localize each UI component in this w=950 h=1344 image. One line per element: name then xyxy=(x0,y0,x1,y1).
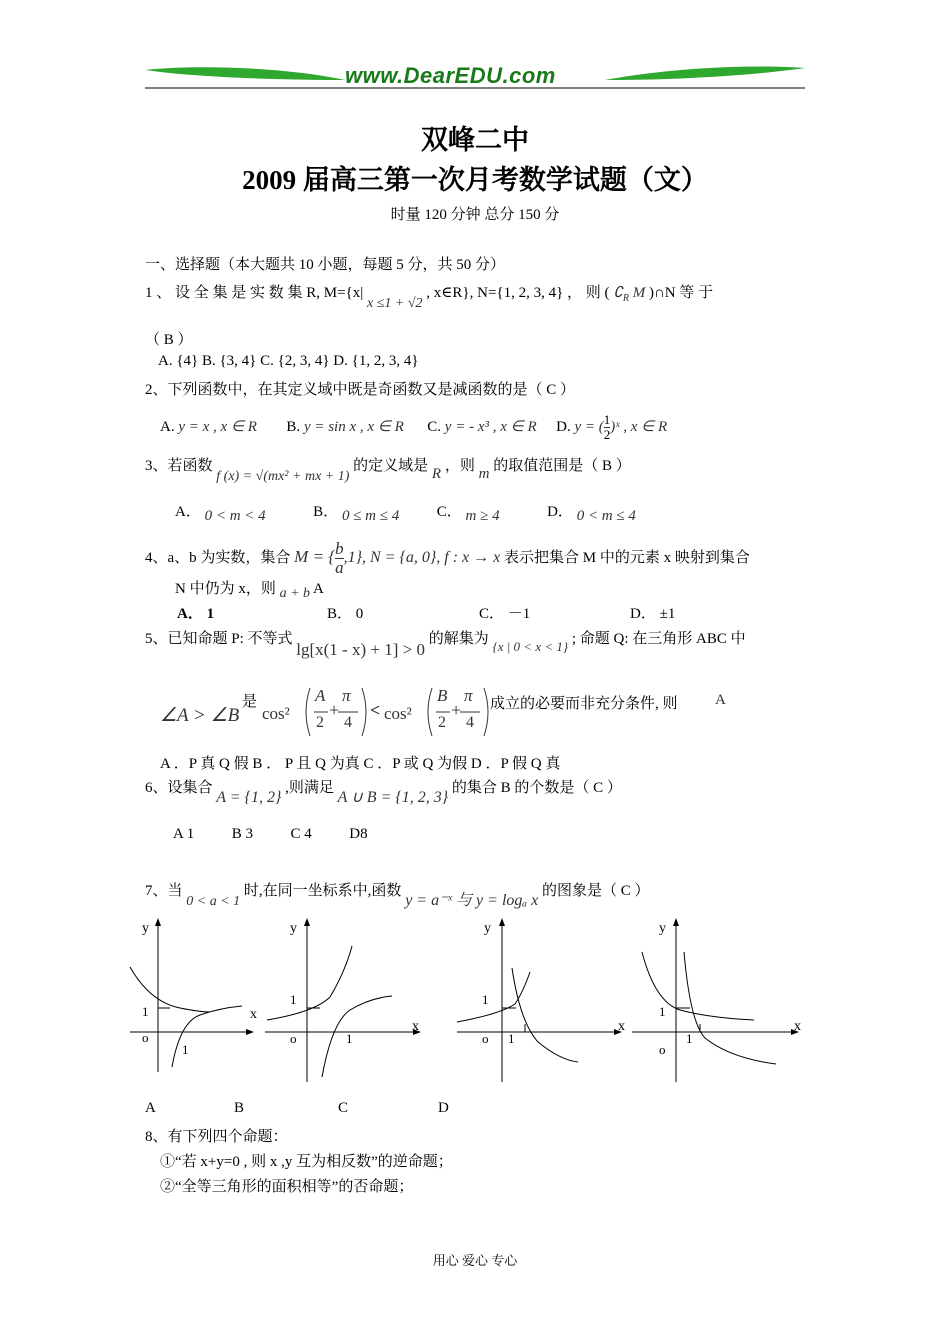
q5-plus-a: + xyxy=(329,700,340,720)
q5-text-d: 是 xyxy=(242,694,258,710)
q5-angle: ∠A > ∠B xyxy=(160,705,240,726)
q3-option-d-label: D． xyxy=(547,504,573,520)
q3-var-m: m xyxy=(478,466,490,482)
q4-text-b: 表示把集合 M 中的元素 x 映射到集合 xyxy=(504,549,750,566)
section-heading: 一、选择题（本大题共 10 小题，每题 5 分，共 50 分） xyxy=(145,257,506,273)
site-logo[interactable]: www.DearEDU.com xyxy=(345,63,556,88)
graph-a-one-x: 1 xyxy=(182,1042,189,1057)
q5-stem xyxy=(145,627,746,659)
q5-frac-2a: 2 xyxy=(316,714,324,731)
graph-b-one-x: 1 xyxy=(346,1031,353,1046)
graph-d-one-x: 1 xyxy=(686,1031,693,1046)
q3-stem xyxy=(145,454,631,484)
q2-option-d-pre: y = ( xyxy=(574,418,604,435)
graph-c-y-label: y xyxy=(484,921,491,936)
q2-option-a-label: A. xyxy=(160,418,175,435)
q2-option-c-label: C. xyxy=(427,418,442,435)
q6-text-a: 6、设集合 xyxy=(145,780,213,796)
q1-text-a: 1 、 设 全 集 是 实 数 集 R, M={x| xyxy=(145,285,364,301)
q5-frac-4a: 4 xyxy=(344,714,352,731)
page-footer: 用心 爱心 专心 xyxy=(432,1253,518,1268)
q4-option-b: B． 0 xyxy=(327,606,364,622)
q1-set-m: M xyxy=(632,285,646,301)
q8-stem: 8、有下列四个命题： xyxy=(145,1129,288,1145)
q4-set-post: ,1}, N = {a, 0}, f : x → x xyxy=(343,548,501,566)
graph-a-origin: o xyxy=(142,1030,149,1045)
q3-text-b: 的定义域是 xyxy=(353,458,429,474)
q7-stem xyxy=(145,877,650,909)
q4-option-c: C． －1 xyxy=(479,606,531,622)
exam-info: 时量 120 分钟 总分 150 分 xyxy=(390,207,560,223)
q8-item-2: ②“全等三角形的面积相等”的否命题； xyxy=(160,1179,414,1195)
q3-function: f (x) = √(mx² + mx + 1) xyxy=(216,469,350,484)
graph-a-x-label: x xyxy=(250,1007,257,1022)
q2-option-d-label: D. xyxy=(556,418,571,435)
q7-functions: y = a⁻ˣ 与 y = logₐ x xyxy=(405,892,539,909)
q5-text-a: 5、已知命题 P: 不等式 xyxy=(145,631,293,647)
q4-fraction-num: b xyxy=(335,539,344,558)
q7-graphs xyxy=(120,912,820,1092)
q5-options: A ．P 真 Q 假 B ． P 且 Q 为真 C ．P 或 Q 为假 D ．P 假 Q 真 xyxy=(160,756,561,772)
q3-options xyxy=(175,500,636,524)
q1-stem xyxy=(145,281,714,311)
q3-text-a: 3、若函数 xyxy=(145,458,213,474)
q3-option-a-label: A． xyxy=(175,504,201,520)
q4-fraction-den: a xyxy=(335,558,344,577)
q1-complement-sub: R xyxy=(622,293,629,304)
q5-frac-4b: 4 xyxy=(466,714,474,731)
q6-text-c: 的集合 B 的个数是（ C ） xyxy=(451,780,622,796)
graph-c-origin: o xyxy=(482,1031,489,1046)
q6-options: A 1 B 3 C 4 D8 xyxy=(173,826,368,842)
graph-d-y-label: y xyxy=(659,921,666,936)
q7-label-a: A xyxy=(145,1100,156,1116)
q3-option-c-label: C． xyxy=(436,504,462,520)
graph-b-x-label: x xyxy=(412,1019,419,1034)
graph-c-x-label: x xyxy=(618,1019,625,1034)
q3-text-c: ，则 xyxy=(444,458,475,474)
q5-frac-2b: 2 xyxy=(438,714,446,731)
graph-b-one-y: 1 xyxy=(290,992,297,1007)
q2-options xyxy=(160,413,667,442)
q2-fraction-num: 1 xyxy=(603,412,611,427)
q2-stem: 2、下列函数中，在其定义域中既是奇函数又是减函数的是（ C ） xyxy=(145,382,576,398)
q4-answer: A xyxy=(312,581,324,597)
q5-answer: A xyxy=(715,692,726,708)
graph-a xyxy=(130,918,257,1072)
q4-stem xyxy=(145,540,750,577)
q3-text-d: 的取值范围是（ B ） xyxy=(493,458,631,474)
q3-option-b: 0 ≤ m ≤ 4 xyxy=(341,508,400,524)
q8-item-1: ①“若 x+y=0 , 则 x ,y 互为相反数”的逆命题； xyxy=(160,1154,453,1170)
q5-frac-b: B xyxy=(437,686,448,705)
q6-text-b: ,则满足 xyxy=(285,780,334,796)
graph-c xyxy=(457,918,625,1082)
q7-label-c: C xyxy=(338,1100,349,1116)
q5-solution-set: {x | 0 < x < 1} xyxy=(492,639,569,654)
q4-option-a: A． 1 xyxy=(177,606,215,622)
q6-union: A ∪ B = {1, 2, 3} xyxy=(337,789,449,806)
graph-a-one-y: 1 xyxy=(142,1004,149,1019)
q7-text-c: 的图象是（ C ） xyxy=(541,883,650,899)
q5-frac-pi-a: π xyxy=(342,686,351,705)
q4-text-a: 4、a、b 为实数，集合 xyxy=(145,549,291,566)
q3-domain-r: R xyxy=(431,466,442,482)
q5-inequality: lg[x(1 - x) + 1] > 0 xyxy=(296,640,425,659)
q5-text-e: 成立的必要而非充分条件, 则 xyxy=(490,696,678,712)
q7-label-b: B xyxy=(234,1100,245,1116)
q5-frac-a: A xyxy=(315,686,326,705)
q4-line2 xyxy=(175,577,324,601)
q2-option-d-post: )ˣ , x ∈ R xyxy=(610,418,668,435)
q5-text-b: 的解集为 xyxy=(428,631,489,647)
q1-complement: ∁ xyxy=(613,285,623,301)
q2-option-a: y = x , x ∈ R xyxy=(178,418,257,435)
q3-option-b-label: B． xyxy=(313,504,339,520)
q4-sum: a + b xyxy=(279,586,311,601)
q3-option-d: 0 < m ≤ 4 xyxy=(576,508,636,524)
q5-cos-left: cos² xyxy=(262,704,290,723)
q1-condition: x ≤1 + √2 xyxy=(367,296,423,311)
q5-frac-pi-b: π xyxy=(464,686,473,705)
q7-label-d: D xyxy=(438,1100,449,1116)
q5-cos-right: cos² xyxy=(384,704,412,723)
q6-stem xyxy=(145,776,622,806)
graph-b xyxy=(265,918,421,1082)
graph-d xyxy=(632,918,801,1082)
q1-options: A. {4} B. {3, 4} C. {2, 3, 4} D. {1, 2, 3, 4} xyxy=(158,353,419,369)
graph-d-one-y: 1 xyxy=(659,1004,666,1019)
q6-set-a: A = {1, 2} xyxy=(216,789,282,806)
q5-less-than: < xyxy=(370,700,381,720)
q4-set-pre: M = { xyxy=(294,546,336,566)
q3-option-c: m ≥ 4 xyxy=(465,508,500,524)
q2-option-b: y = sin x , x ∈ R xyxy=(303,418,404,435)
q7-text-a: 7、当 xyxy=(145,883,183,899)
graph-c-one-x: 1 xyxy=(508,1031,515,1046)
q3-option-a: 0 < m < 4 xyxy=(204,508,266,524)
q5-plus-b: + xyxy=(451,700,462,720)
graph-d-origin: o xyxy=(659,1042,666,1057)
q2-fraction-den: 2 xyxy=(603,427,611,442)
q4-text-c: N 中仍为 x，则 xyxy=(175,581,276,597)
q5-text-c: ; 命题 Q: 在三角形 ABC 中 xyxy=(571,631,746,647)
q1-text-c: )∩N 等 于 xyxy=(648,285,714,301)
q7-condition: 0 < a < 1 xyxy=(186,894,241,909)
q1-text-b: , x∈R}, N={1, 2, 3, 4} ， 则 ( xyxy=(426,285,610,301)
graph-b-origin: o xyxy=(290,1031,297,1046)
school-title: 双峰二中 xyxy=(421,125,529,155)
exam-title: 2009 届高三第一次月考数学试题（文） xyxy=(242,165,708,195)
q2-option-b-label: B. xyxy=(286,418,301,435)
q7-text-b: 时,在同一坐标系中,函数 xyxy=(243,883,402,899)
q1-answer: （ B ） xyxy=(145,332,193,348)
graph-a-y-label: y xyxy=(142,921,149,936)
graph-d-x-label: x xyxy=(794,1019,801,1034)
q2-option-c: y = - x³ , x ∈ R xyxy=(444,418,537,435)
q4-fraction xyxy=(335,540,344,577)
graph-b-y-label: y xyxy=(290,921,297,936)
graph-c-one-y: 1 xyxy=(482,992,489,1007)
q4-option-d: D． ±1 xyxy=(630,606,676,622)
